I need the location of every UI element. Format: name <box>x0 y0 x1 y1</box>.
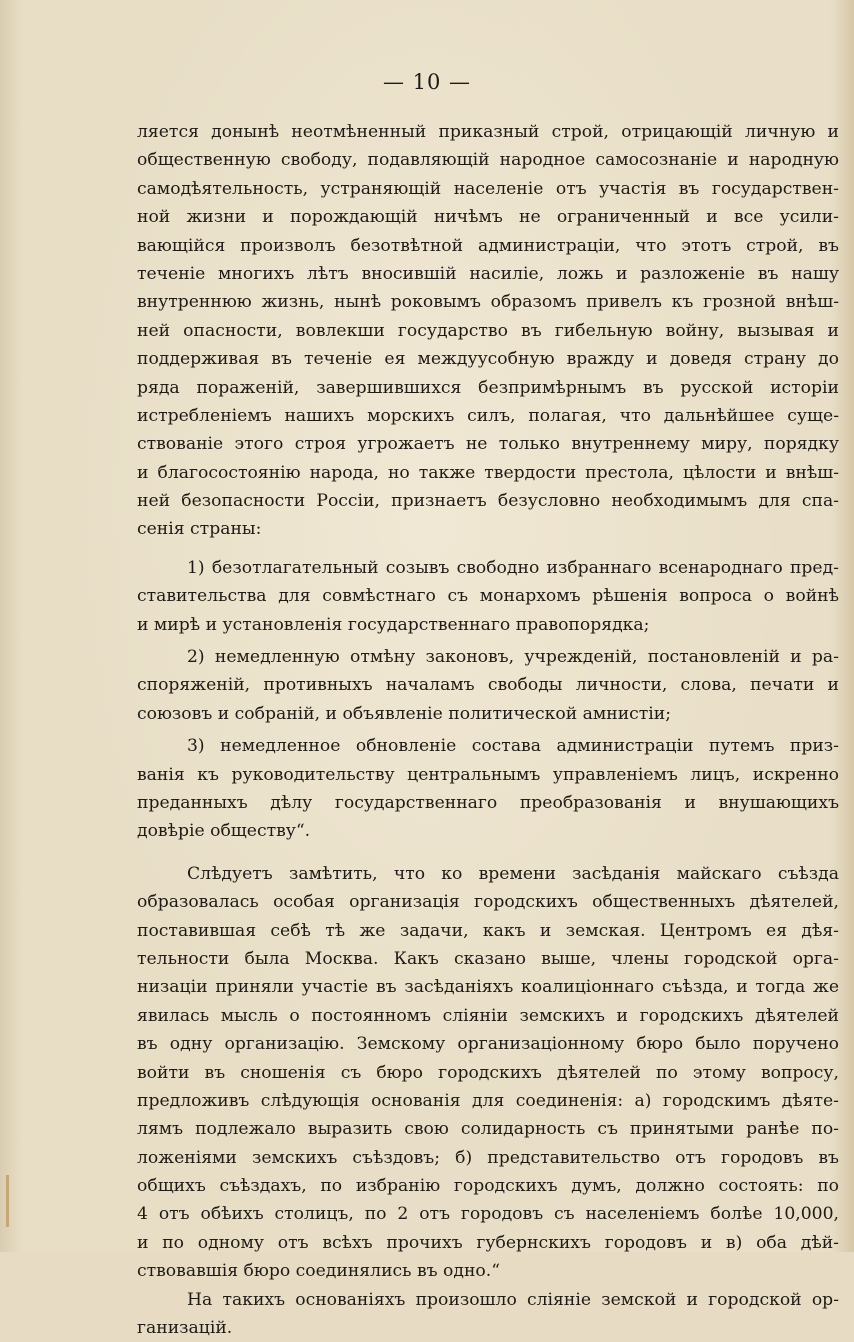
text-line: ванія къ руководительству центральнымъ управленіемъ лицъ, искренно <box>137 764 839 785</box>
list-item-line: 1) безотлагательный созывъ свободно избраннаго всенароднаго пред- <box>187 557 839 578</box>
text-line: довѣріе обществу“. <box>137 821 311 842</box>
text-line: общественную свободу, подавляющій народное самосознаніе и народную <box>137 150 839 171</box>
text-line: ганизацій. <box>137 1318 233 1339</box>
list-item-line: 2) немедленную отмѣну законовъ, учрежденій, постановленій и ра- <box>187 647 839 668</box>
text-line: войти въ сношенія съ бюро городскихъ дѣятелей по этому вопросу, <box>137 1062 839 1083</box>
text-line: явилась мысль о постоянномъ сліяніи земскихъ и городскихъ дѣятелей <box>137 1005 839 1026</box>
text-line: и благосостоянію народа, но также твердости престола, цѣлости и внѣш- <box>137 462 839 483</box>
page-edge-stain <box>6 1175 9 1227</box>
text-line: истребленіемъ нашихъ морскихъ силъ, полагая, что дальнѣйшее суще- <box>137 405 839 426</box>
text-line: общихъ съѣздахъ, по избранію городскихъ думъ, должно состоять: по <box>137 1176 839 1197</box>
text-line: предложивъ слѣдующія основанія для соединенія: а) городскимъ дѣяте- <box>137 1090 839 1111</box>
text-line: 4 отъ обѣихъ столицъ, по 2 отъ городовъ съ населеніемъ болѣе 10,000, <box>137 1204 839 1225</box>
text-line: образовалась особая организація городскихъ общественныхъ дѣятелей, <box>137 892 839 913</box>
text-line: самодѣятельность, устраняющій населеніе отъ участія въ государствен- <box>137 178 839 199</box>
text-line: союзовъ и собраній, и объявленіе политической амнистіи; <box>137 703 672 724</box>
text-line: вающійся произволъ безотвѣтной администраціи, что этотъ строй, въ <box>137 235 839 256</box>
text-line: ставительства для совмѣстнаго съ монархомъ рѣшенія вопроса о войнѣ <box>137 586 839 607</box>
text-line: поддерживая въ теченіе ея междуусобную вражду и доведя страну до <box>137 349 839 370</box>
text-line: преданныхъ дѣлу государственнаго преобразованія и внушающихъ <box>137 792 839 813</box>
body-text <box>137 118 839 1342</box>
page-number: — 10 — <box>382 70 472 94</box>
text-line: ней безопасности Россіи, признаетъ безусловно необходимымъ для спа- <box>137 491 839 512</box>
text-line: и по одному отъ всѣхъ прочихъ губернскихъ городовъ и в) оба дѣй- <box>137 1232 839 1253</box>
text-line: ряда пораженій, завершившихся безпримѣрнымъ въ русской исторіи <box>137 377 839 398</box>
text-line: сенія страны: <box>137 519 262 540</box>
text-line: лямъ подлежало выразить свою солидарность съ принятыми ранѣе по- <box>137 1119 839 1140</box>
text-line: ложеніями земскихъ съѣздовъ; б) представительство отъ городовъ въ <box>137 1147 839 1168</box>
text-line: и мирѣ и установленія государственнаго правопорядка; <box>137 614 650 635</box>
paragraph-first-line: На такихъ основаніяхъ произошло сліяніе земской и городской ор- <box>187 1289 839 1310</box>
text-line: ней опасности, вовлекши государство въ гибельную войну, вызывая и <box>137 320 839 341</box>
list-item-line: 3) немедленное обновленіе состава администраціи путемъ приз- <box>187 736 839 757</box>
text-line: теченіе многихъ лѣтъ вносившій насиліе, ложь и разложеніе въ нашу <box>137 263 839 284</box>
text-line: внутреннюю жизнь, нынѣ роковымъ образомъ привелъ къ грозной внѣш- <box>137 292 839 313</box>
text-line: ствованіе этого строя угрожаетъ не только внутреннему миру, порядку <box>137 434 839 455</box>
text-line: въ одну организацію. Земскому организаціонному бюро было поручено <box>137 1034 839 1055</box>
text-line: ной жизни и порождающій ничѣмъ не ограниченный и все усили- <box>137 207 839 228</box>
text-line: низаціи приняли участіе въ засѣданіяхъ коалиціоннаго съѣзда, и тогда же <box>137 977 839 998</box>
text-line: споряженій, противныхъ началамъ свободы личности, слова, печати и <box>137 675 839 696</box>
text-line: поставившая себѣ тѣ же задачи, какъ и земская. Центромъ ея дѣя- <box>137 920 839 941</box>
text-line: тельности была Москва. Какъ сказано выше, члены городской орга- <box>137 948 839 969</box>
text-line: ляется донынѣ неотмѣненный приказный строй, отрицающій личную и <box>137 122 839 142</box>
paragraph-first-line: Слѣдуетъ замѣтить, что ко времени засѣданія майскаго съѣзда <box>187 863 839 884</box>
text-line: ствовавшія бюро соединялись въ одно.“ <box>137 1261 501 1282</box>
